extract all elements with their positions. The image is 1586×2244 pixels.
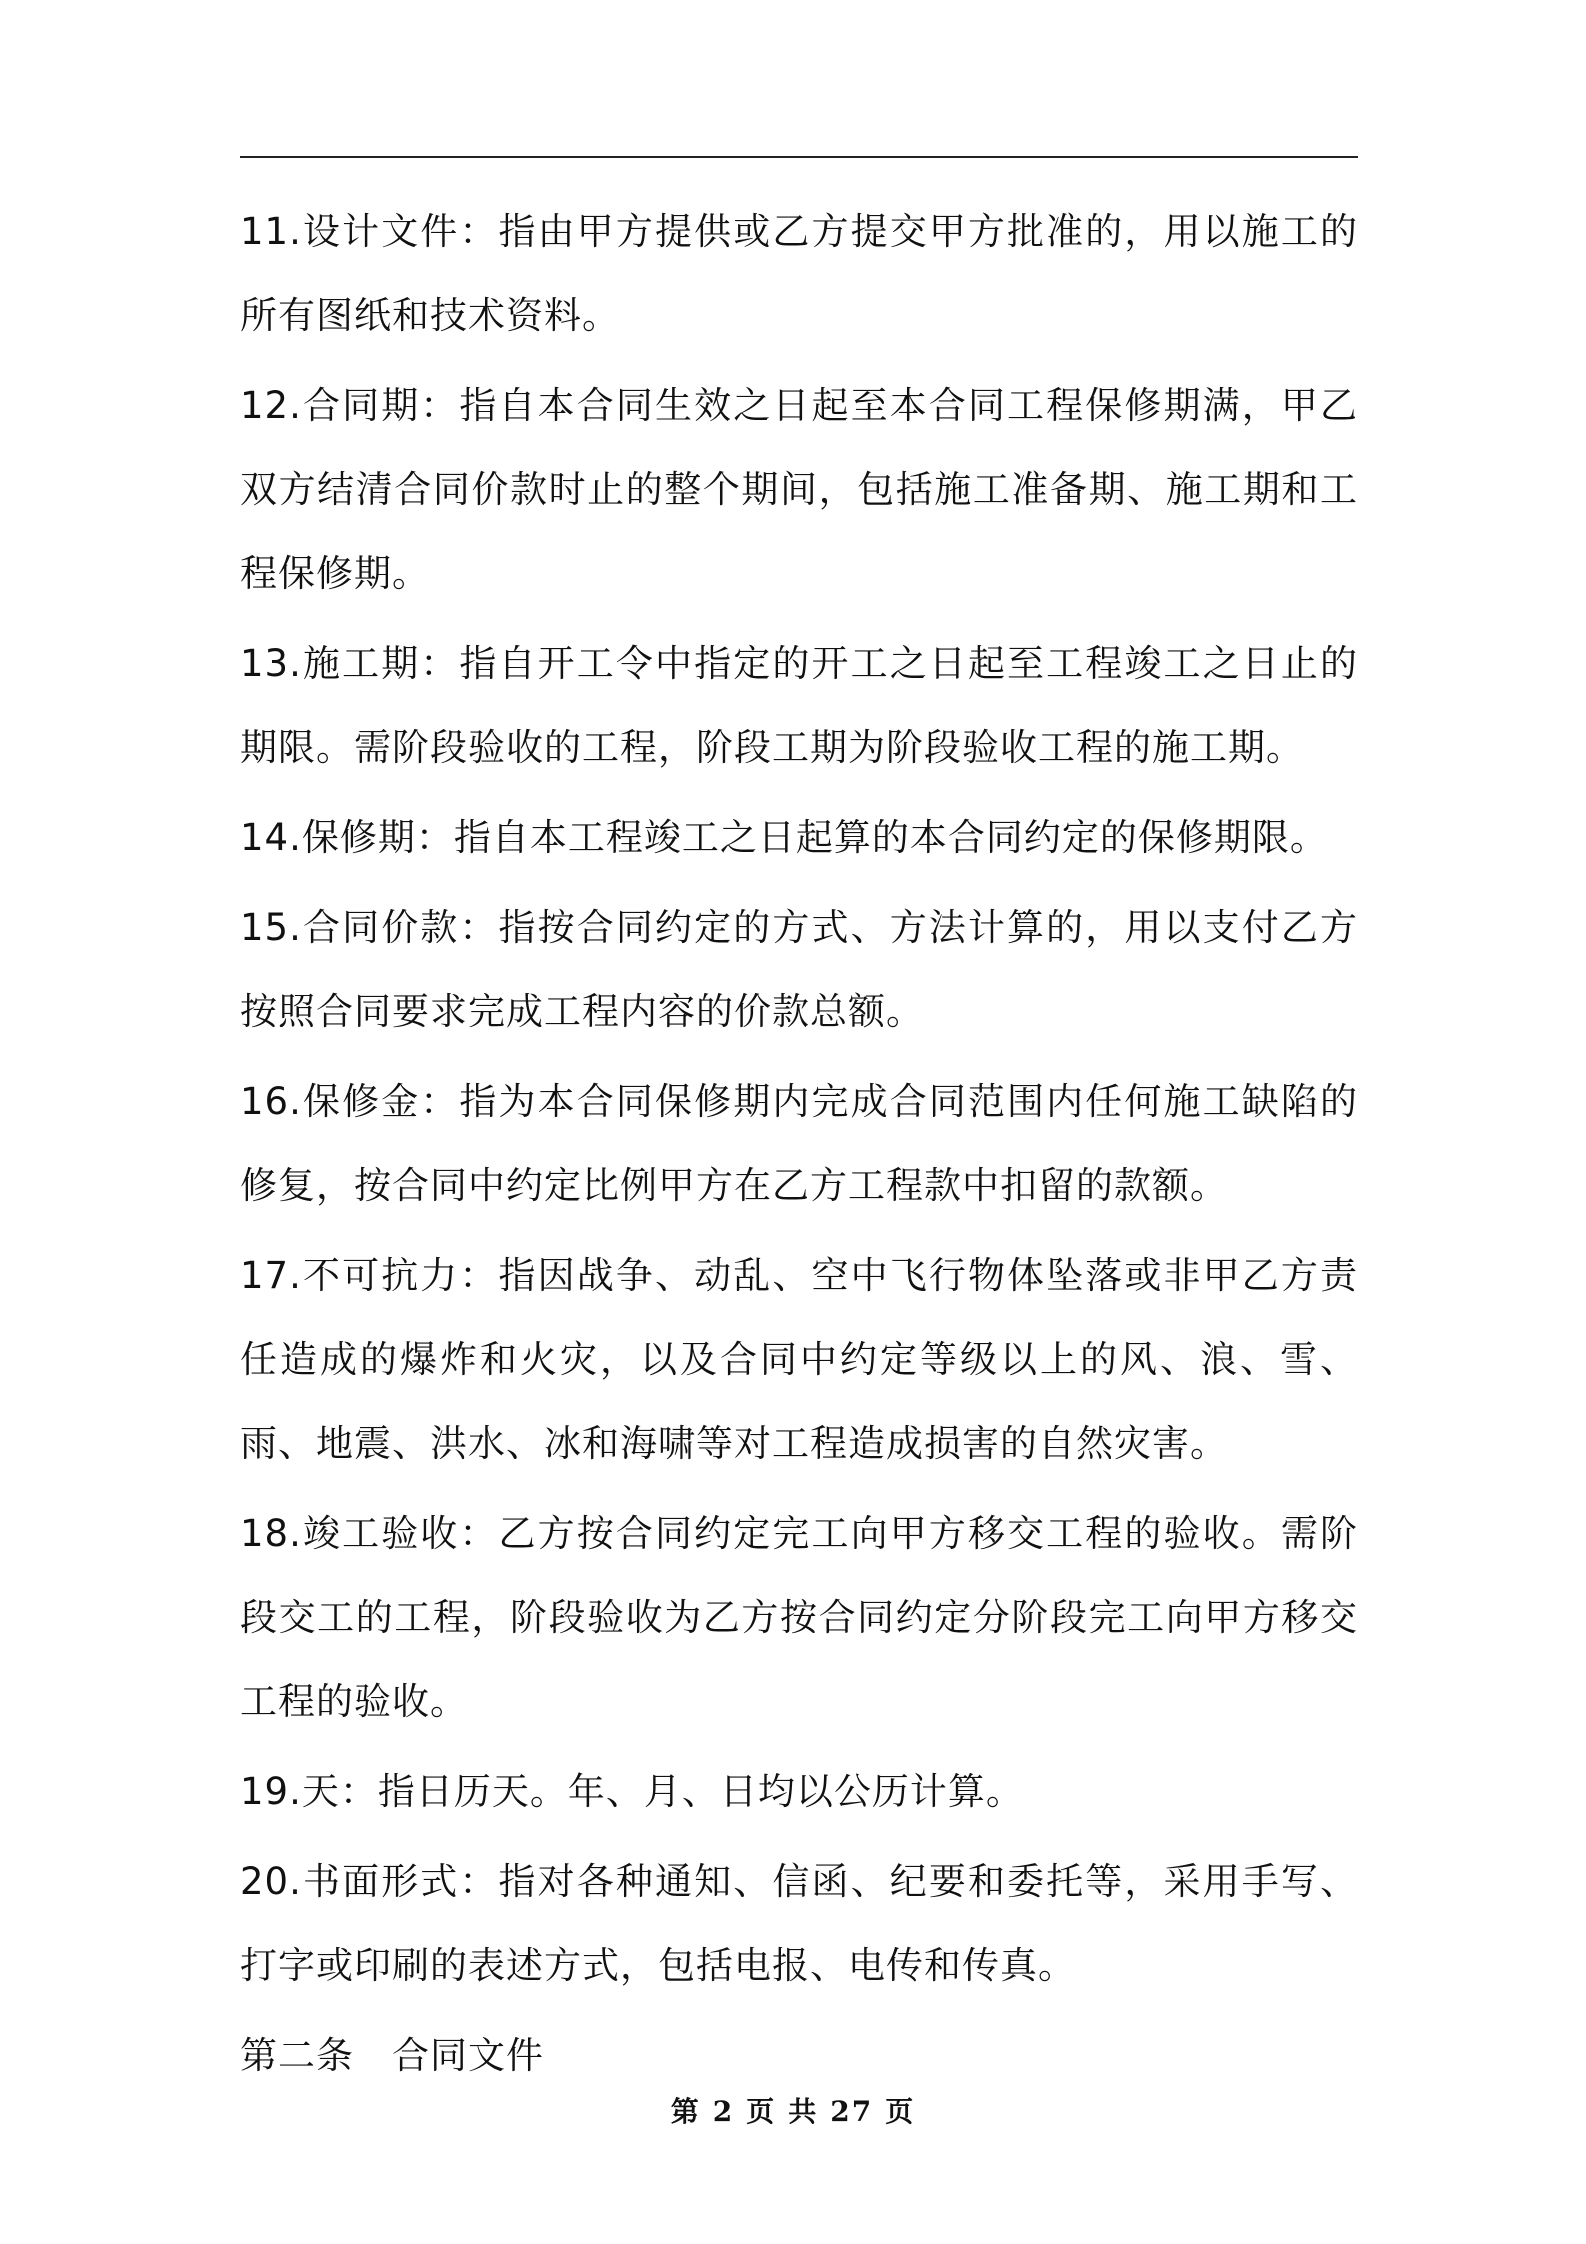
- clause-14: 14.保修期：指自本工程竣工之日起算的本合同约定的保修期限。: [240, 816, 1328, 859]
- footer-label-page: 第: [670, 2095, 701, 2128]
- clause-18: 18.竣工验收：乙方按合同约定完工向甲方移交工程的验收。需阶段交工的工程，阶段验收为乙方按合同约定分阶段完工向甲方移交工程的验收。: [240, 1512, 1358, 1723]
- page-number-footer: [0, 2092, 1586, 2132]
- clause-19: 19.天：指日历天。年、月、日均以公历计算。: [240, 1770, 1024, 1813]
- document-body: [240, 190, 1358, 2098]
- footer-current-page: 2: [712, 2095, 735, 2128]
- clause-11: 11.设计文件：指由甲方提供或乙方提交甲方批准的，用以施工的所有图纸和技术资料。: [240, 210, 1358, 337]
- clause-16: 16.保修金：指为本合同保修期内完成合同范围内任何施工缺陷的修复，按合同中约定比例甲方在乙方工程款中扣留的款额。: [240, 1080, 1358, 1207]
- clause-17: 17.不可抗力：指因战争、动乱、空中飞行物体坠落或非甲乙方责任造成的爆炸和火灾，以及合同中约定等级以上的风、浪、雪、雨、地震、洪水、冰和海啸等对工程造成损害的自然灾害。: [240, 1254, 1358, 1465]
- clause-13: 13.施工期：指自开工令中指定的开工之日起至工程竣工之日止的期限。需阶段验收的工程，阶段工期为阶段验收工程的施工期。: [240, 642, 1358, 769]
- footer-label-total: 共: [788, 2095, 819, 2128]
- article-heading: 第二条 合同文件: [240, 2034, 544, 2077]
- clause-15: 15.合同价款：指按合同约定的方式、方法计算的，用以支付乙方按照合同要求完成工程内容的价款总额。: [240, 906, 1358, 1033]
- clause-12: 12.合同期：指自本合同生效之日起至本合同工程保修期满，甲乙双方结清合同价款时止的整个期间，包括施工准备期、施工期和工程保修期。: [240, 384, 1358, 595]
- footer-label-total-unit: 页: [885, 2095, 916, 2128]
- footer-total-pages: 27: [830, 2095, 874, 2128]
- footer-label-page-unit: 页: [746, 2095, 777, 2128]
- header-divider: [240, 156, 1358, 158]
- clause-20: 20.书面形式：指对各种通知、信函、纪要和委托等，采用手写、打字或印刷的表述方式，包括电报、电传和传真。: [240, 1860, 1358, 1987]
